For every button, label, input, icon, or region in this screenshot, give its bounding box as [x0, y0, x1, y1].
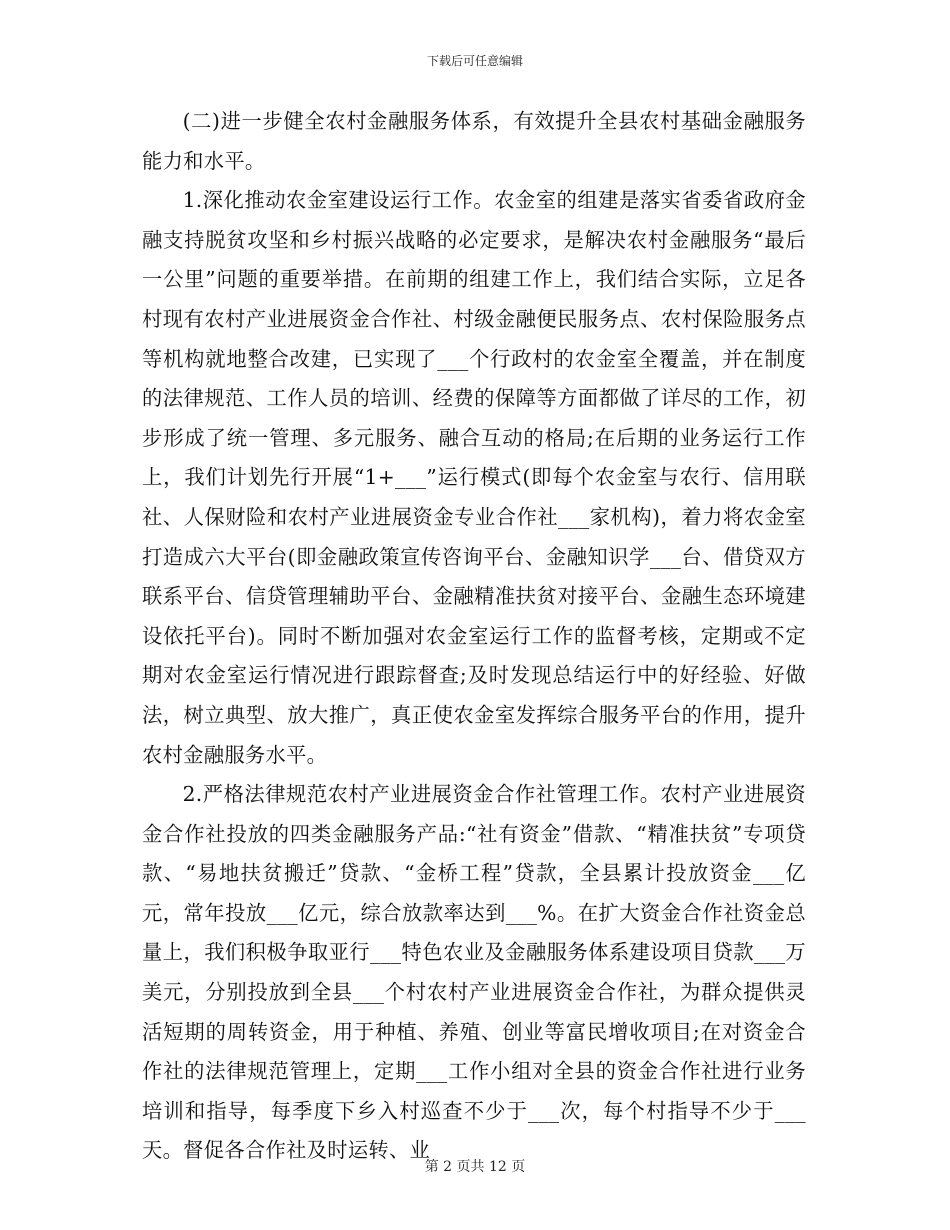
document-body: [142, 102, 806, 1171]
body-paragraph-2: 2.严格法律规范农村产业进展资金合作社管理工作。农村产业进展资金合作社投放的四类金融服务产品:“社有资金”借款、“精准扶贫”专项贷款、“易地扶贫搬迁”贷款、“金桥工程”贷款，全县累计投放资金___亿元，常年投放___亿元，综合放款率达到___%。在扩大资金合作社资金总量上，我们积极争取亚行___特色农业及金融服务体系建设项目贷款___万美元，分别投放到全县___个村农村产业进展资金合作社，为群众提供灵活短期的周转资金，用于种植、养殖、创业等富民增收项目;在对资金合作社的法律规范管理上，定期___工作小组对全县的资金合作社进行业务培训和指导，每季度下乡入村巡查不少于___次，每个村指导不少于___天。督促各合作社及时运转、业: [142, 782, 806, 1163]
body-paragraph-1: 1.深化推动农金室建设运行工作。农金室的组建是落实省委省政府金融支持脱贫攻坚和乡村振兴战略的必定要求，是解决农村金融服务“最后一公里”问题的重要举措。在前期的组建工作上，我们结合实际，立足各村现有农村产业进展资金合作社、村级金融便民服务点、农村保险服务点等机构就地整合改建，已实现了___个行政村的农金室全覆盖，并在制度的法律规范、工作人员的培训、经费的保障等方面都做了详尽的工作，初步形成了统一管理、多元服务、融合互动的格局;在后期的业务运行工作上，我们计划先行开展“1+___”运行模式(即每个农金室与农行、信用联社、人保财险和农村产业进展资金专业合作社___家机构)，着力将农金室打造成六大平台(即金融政策宣传咨询平台、金融知识学___台、借贷双方联系平台、信贷管理辅助平台、金融精准扶贫对接平台、金融生态环境建设依托平台)。同时不断加强对农金室运行工作的监督考核，定期或不定期对农金室运行情况进行跟踪督查;及时发现总结运行中的好经验、好做法，树立典型、放大推广，真正使农金室发挥综合服务平台的作用，提升农村金融服务水平。: [142, 188, 806, 767]
page-number: 第 2 页共 12 页: [424, 1159, 526, 1175]
page-header-note: 下载后可任意编辑: [426, 54, 523, 68]
section-heading-paragraph: (二)进一步健全农村金融服务体系，有效提升全县农村基础金融服务能力和水平。: [142, 109, 806, 173]
